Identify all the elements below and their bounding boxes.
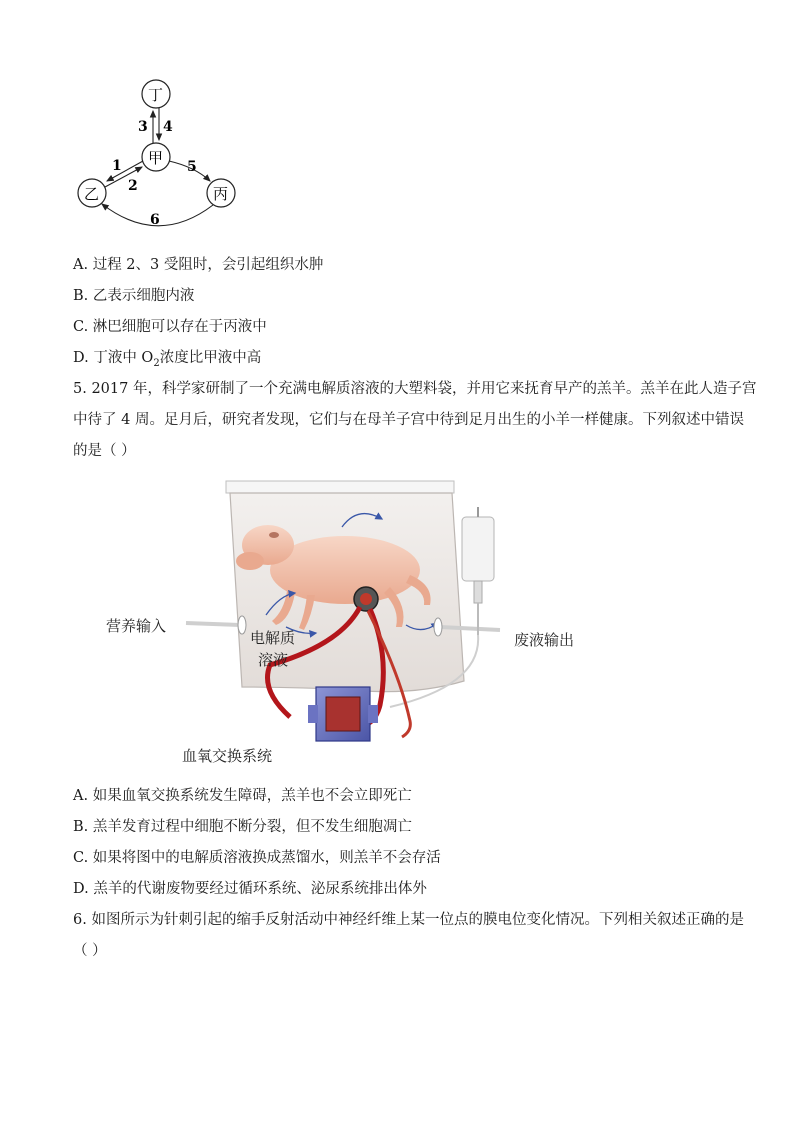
node-ding: 丁 bbox=[148, 86, 164, 104]
q5-option-b: B. 羔羊发育过程中细胞不断分裂，但不发生细胞凋亡 bbox=[73, 819, 412, 835]
edge-label-3: 3 bbox=[138, 119, 148, 135]
q5-stem-line1: 5. 2017 年，科学家研制了一个充满电解质溶液的大塑料袋，并用它来抚育早产的羔羊。羔羊在此人造子宫 bbox=[73, 381, 757, 397]
label-nutrient-input: 营养输入 bbox=[106, 617, 167, 635]
label-oxygen-exchange: 血氧交换系统 bbox=[182, 747, 273, 765]
q5-option-a: A. 如果血氧交换系统发生障碍，羔羊也不会立即死亡 bbox=[73, 788, 412, 804]
q6-stem-line1: 6. 如图所示为针刺引起的缩手反射活动中神经纤维上某一位点的膜电位变化情况。下列相关叙述正确的是 bbox=[73, 912, 744, 928]
edge-label-4: 4 bbox=[163, 119, 173, 135]
bag-seal bbox=[226, 481, 454, 493]
body-fluid-diagram bbox=[70, 75, 245, 235]
artificial-womb-figure bbox=[90, 475, 610, 775]
node-bing: 丙 bbox=[213, 185, 229, 203]
oxygenator-device bbox=[308, 687, 378, 741]
q5-option-c: C. 如果将图中的电解质溶液换成蒸馏水，则羔羊不会存活 bbox=[73, 850, 441, 866]
input-tube bbox=[186, 623, 240, 625]
q4-option-d-suffix: 浓度比甲液中高 bbox=[159, 350, 262, 366]
node-jia: 甲 bbox=[148, 149, 164, 167]
label-electrolyte-1: 电解质 bbox=[250, 629, 296, 647]
label-electrolyte-2: 溶液 bbox=[258, 651, 289, 669]
q5-stem-line2: 中待了 4 周。足月后，研究者发现，它们与在母羊子宫中待到足月出生的小羊一样健康。下列叙述中错误 bbox=[73, 412, 744, 428]
edge-label-5: 5 bbox=[187, 159, 197, 175]
q4-option-d-prefix: D. 丁液中 O bbox=[73, 350, 154, 366]
q4-option-d bbox=[73, 348, 261, 374]
label-waste-output: 废液输出 bbox=[514, 631, 575, 649]
q6-stem-line2: （ ） bbox=[73, 943, 107, 959]
q5-option-d: D. 羔羊的代谢废物要经过循环系统、泌尿系统排出体外 bbox=[73, 881, 427, 897]
node-yi: 乙 bbox=[84, 185, 100, 203]
edge-label-1: 1 bbox=[112, 158, 122, 174]
q4-option-d-subscript: 2 bbox=[153, 357, 160, 369]
q4-option-b: B. 乙表示细胞内液 bbox=[73, 288, 195, 304]
q5-stem-line3: 的是（ ） bbox=[73, 443, 136, 459]
edge-label-6: 6 bbox=[150, 212, 160, 228]
q4-option-c: C. 淋巴细胞可以存在于丙液中 bbox=[73, 319, 267, 335]
q4-option-a: A. 过程 2、3 受阻时，会引起组织水肿 bbox=[73, 257, 324, 273]
edge-label-2: 2 bbox=[128, 178, 138, 194]
